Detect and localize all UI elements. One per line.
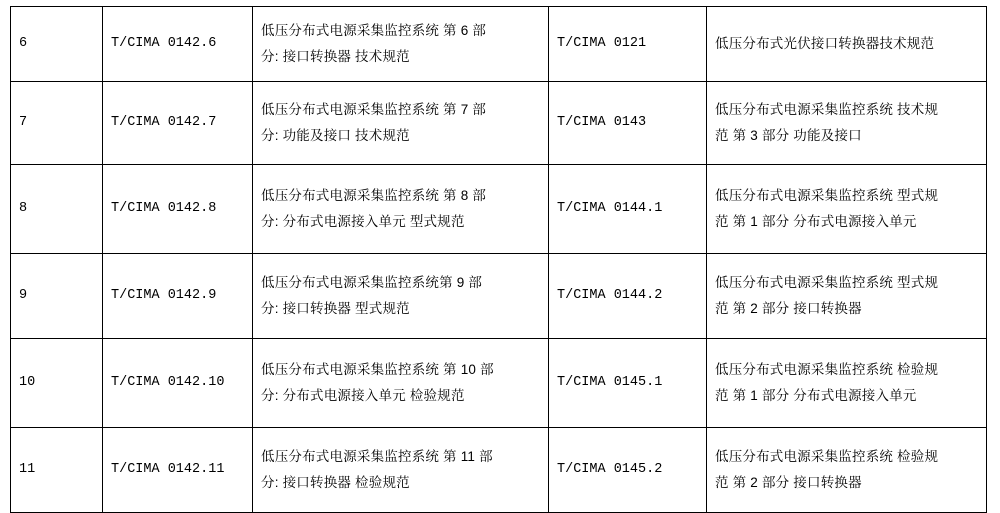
title-line: 范 第 1 部分 分布式电源接入单元 <box>715 214 917 229</box>
title-line: 低压分布式电源采集监控系统 第 10 部 <box>261 362 494 378</box>
row-number: 7 <box>11 82 103 165</box>
title-line: 低压分布式电源采集监控系统 检验规 <box>715 449 939 465</box>
related-standard-code: T/CIMA 0144.1 <box>549 165 707 254</box>
table-row <box>11 254 987 339</box>
standard-title <box>253 339 549 428</box>
row-number: 10 <box>11 339 103 428</box>
title-line: 低压分布式光伏接口转换器技术规范 <box>715 36 935 52</box>
standard-title <box>253 165 549 254</box>
title-line: 低压分布式电源采集监控系统 技术规 <box>715 102 939 118</box>
standard-code: T/CIMA 0142.11 <box>103 428 253 513</box>
title-line: 低压分布式电源采集监控系统 检验规 <box>715 362 939 378</box>
related-standard-code: T/CIMA 0145.2 <box>549 428 707 513</box>
title-line: 低压分布式电源采集监控系统 第 7 部 <box>261 102 487 118</box>
standards-table <box>10 6 987 513</box>
related-standard-code: T/CIMA 0145.1 <box>549 339 707 428</box>
row-number: 11 <box>11 428 103 513</box>
document-page <box>0 6 1000 490</box>
table-row <box>11 428 987 513</box>
related-standard-code: T/CIMA 0144.2 <box>549 254 707 339</box>
title-line: 分: 分布式电源接入单元 检验规范 <box>261 388 465 403</box>
table-row <box>11 82 987 165</box>
standard-title <box>253 82 549 165</box>
title-line: 分: 接口转换器 型式规范 <box>261 301 410 316</box>
standard-code: T/CIMA 0142.9 <box>103 254 253 339</box>
title-line: 范 第 2 部分 接口转换器 <box>715 301 862 316</box>
row-number: 6 <box>11 7 103 82</box>
standard-code: T/CIMA 0142.6 <box>103 7 253 82</box>
related-standard-title <box>707 82 987 165</box>
title-line: 范 第 3 部分 功能及接口 <box>715 128 862 143</box>
table-row <box>11 165 987 254</box>
table-row <box>11 7 987 82</box>
related-standard-title <box>707 254 987 339</box>
title-line: 分: 功能及接口 技术规范 <box>261 128 410 143</box>
title-line: 分: 接口转换器 检验规范 <box>261 475 410 490</box>
standard-title <box>253 254 549 339</box>
title-line: 低压分布式电源采集监控系统 型式规 <box>715 188 939 204</box>
related-standard-title <box>707 165 987 254</box>
standard-code: T/CIMA 0142.7 <box>103 82 253 165</box>
title-line: 低压分布式电源采集监控系统 型式规 <box>715 275 939 291</box>
row-number: 8 <box>11 165 103 254</box>
standard-code: T/CIMA 0142.8 <box>103 165 253 254</box>
title-line: 低压分布式电源采集监控系统 第 11 部 <box>261 449 493 465</box>
standard-title <box>253 7 549 82</box>
title-line: 范 第 2 部分 接口转换器 <box>715 475 862 490</box>
row-number: 9 <box>11 254 103 339</box>
related-standard-code: T/CIMA 0121 <box>549 7 707 82</box>
related-standard-title <box>707 7 987 82</box>
related-standard-title <box>707 428 987 513</box>
title-line: 分: 分布式电源接入单元 型式规范 <box>261 214 465 229</box>
title-line: 低压分布式电源采集监控系统第 9 部 <box>261 275 483 291</box>
title-line: 分: 接口转换器 技术规范 <box>261 49 410 64</box>
standard-title <box>253 428 549 513</box>
table-row <box>11 339 987 428</box>
related-standard-code: T/CIMA 0143 <box>549 82 707 165</box>
title-line: 低压分布式电源采集监控系统 第 6 部 <box>261 23 487 39</box>
title-line: 低压分布式电源采集监控系统 第 8 部 <box>261 188 487 204</box>
related-standard-title <box>707 339 987 428</box>
title-line: 范 第 1 部分 分布式电源接入单元 <box>715 388 917 403</box>
standard-code: T/CIMA 0142.10 <box>103 339 253 428</box>
